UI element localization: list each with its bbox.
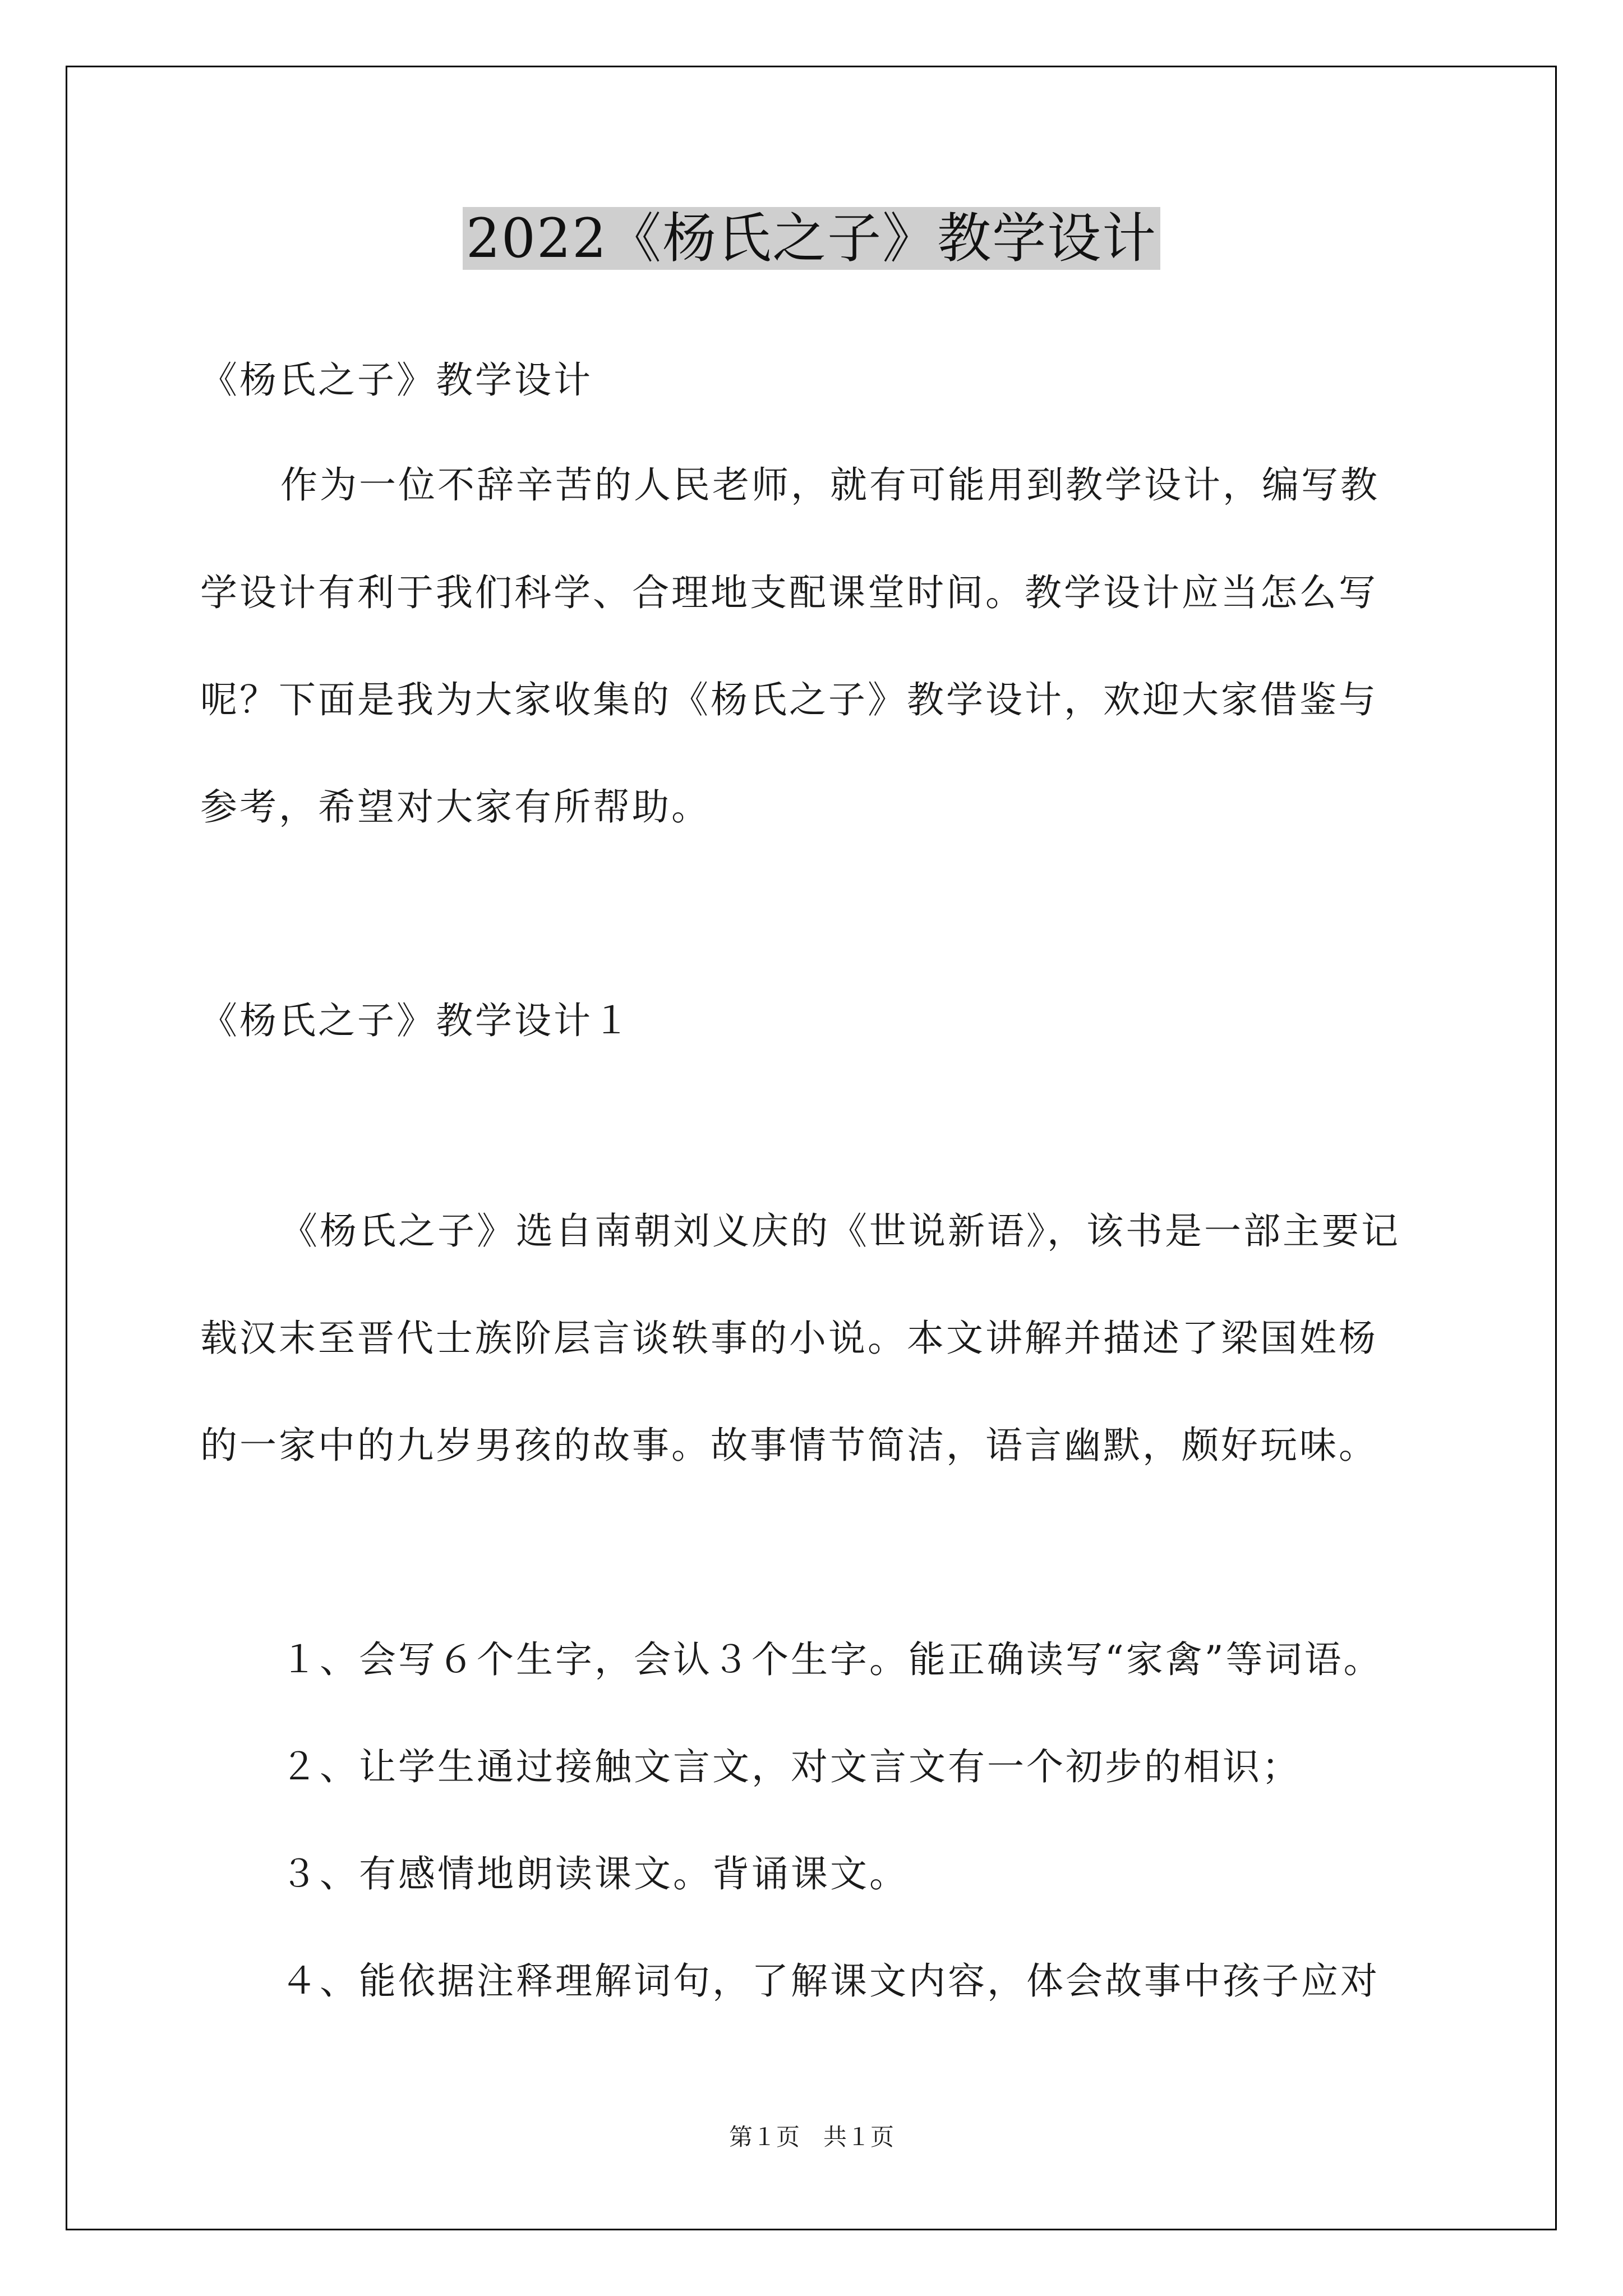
page-footer: 第１页 共１页 — [728, 2123, 894, 2151]
section-body-line-2: 载汉末至晋代士族阶层言谈轶事的小说。本文讲解并描述了梁国姓杨 — [200, 1317, 1378, 1360]
objective-3: ３、有感情地朗读课文。背诵课文。 — [280, 1852, 909, 1895]
section-body-line-3: 的一家中的九岁男孩的故事。故事情节简洁，语言幽默，颇好玩味。 — [200, 1424, 1378, 1467]
objective-4: ４、能依据注释理解词句，了解课文内容，体会故事中孩子应对 — [280, 1959, 1380, 2003]
intro-line-1: 作为一位不辞辛苦的人民老师，就有可能用到教学设计，编写教 — [280, 463, 1380, 507]
section-heading: 《杨氏之子》教学设计１ — [200, 999, 632, 1042]
title-text: 2022《杨氏之子》教学设计 — [463, 207, 1160, 270]
objective-2: ２、让学生通过接触文言文，对文言文有一个初步的相识； — [280, 1745, 1301, 1788]
intro-line-4: 参考，希望对大家有所帮助。 — [200, 785, 711, 829]
section-body-line-1: 《杨氏之子》选自南朝刘义庆的《世说新语》，该书是一部主要记 — [280, 1209, 1400, 1253]
document-title — [0, 202, 1623, 275]
subtitle: 《杨氏之子》教学设计 — [200, 358, 593, 402]
intro-line-3: 呢？下面是我为大家收集的《杨氏之子》教学设计，欢迎大家借鉴与 — [200, 678, 1378, 721]
objective-1: １、会写６个生字，会认３个生字。能正确读写“家禽”等词语。 — [280, 1638, 1383, 1681]
intro-line-2: 学设计有利于我们科学、合理地支配课堂时间。教学设计应当怎么写 — [200, 571, 1378, 614]
